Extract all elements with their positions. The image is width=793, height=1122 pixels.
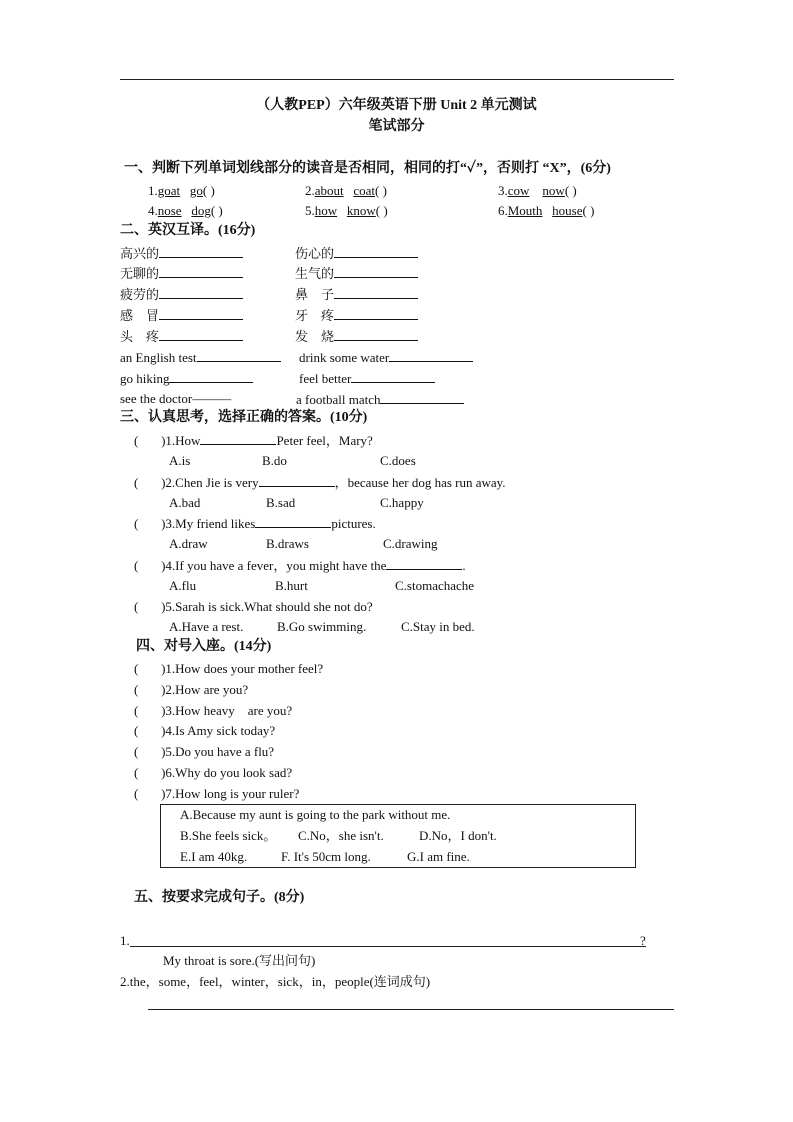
- s5-q1-answer-line: [130, 946, 646, 947]
- s1-item-5: 5.how know( ): [305, 203, 388, 218]
- answer-c: C.No，she isn't.: [298, 828, 384, 843]
- answer-g: G.I am fine.: [407, 849, 470, 864]
- s2-right-8: a football match: [296, 392, 464, 406]
- s2-right-2: 生气的: [295, 266, 418, 280]
- answer-a: A.Because my aunt is going to the park without me.: [180, 807, 451, 822]
- s3-q5-c: C.Stay in bed.: [401, 619, 475, 634]
- s1-item-2: 2.about coat( ): [305, 183, 387, 198]
- s2-left-3: 疲劳的: [120, 287, 243, 301]
- s3-q3-b: B.draws: [266, 536, 309, 551]
- s1-item-6: 6.Mouth house( ): [498, 203, 595, 218]
- s3-q1-c: C.does: [380, 453, 416, 468]
- s4-q5: ( )5.Do you have a flu?: [134, 744, 275, 759]
- section-3-heading: 三、认真思考，选择正确的答案。(10分): [120, 410, 368, 425]
- s3-q4-b: B.hurt: [275, 578, 308, 593]
- section-4-heading: 四、对号入座。(14分): [136, 639, 272, 654]
- bottom-answer-line: [148, 1009, 674, 1010]
- page-subtitle: 笔试部分: [368, 119, 425, 134]
- s3-q4-c: C.stomachache: [395, 578, 475, 593]
- s2-right-6: drink some water: [299, 350, 473, 364]
- s5-q1-end: ?: [640, 933, 646, 948]
- s3-q5: ( )5.Sarah is sick.What should she not do?: [134, 599, 373, 614]
- s2-left-2: 无聊的: [120, 266, 243, 280]
- answer-b: B.She feels sick。: [180, 828, 277, 843]
- s3-q1-b: B.do: [262, 453, 287, 468]
- s2-right-3: 鼻 子: [295, 287, 418, 301]
- s3-q2-a: A.bad: [169, 495, 201, 510]
- s4-q3: ( )3.How heavy are you?: [134, 703, 293, 718]
- s2-left-8: see the doctor———: [120, 391, 232, 406]
- section-5-heading: 五、按要求完成句子。(8分): [134, 890, 305, 905]
- s2-right-7: feel better: [299, 371, 435, 385]
- s2-left-1: 高兴的: [120, 246, 243, 260]
- answer-d: D.No，I don't.: [419, 828, 497, 843]
- page-title: （人教PEP）六年级英语下册 Unit 2 单元测试: [256, 98, 537, 113]
- s1-item-1: 1.goat go( ): [148, 183, 215, 198]
- s3-q1-a: A.is: [169, 453, 191, 468]
- s2-left-5: 头 疼: [120, 329, 243, 343]
- s5-q2: 2.the，some，feel，winter，sick，in，people(连词成句): [120, 974, 431, 989]
- s2-left-7: go hiking: [120, 371, 253, 385]
- s3-q5-a: A.Have a rest.: [169, 619, 244, 634]
- s3-q5-b: B.Go swimming.: [277, 619, 367, 634]
- s2-right-5: 发 烧: [295, 329, 418, 343]
- s4-q1: ( )1.How does your mother feel?: [134, 661, 324, 676]
- s3-q4-a: A.flu: [169, 578, 197, 593]
- s5-q1-given: My throat is sore.(写出问句): [163, 953, 316, 968]
- s1-item-3: 3.cow now( ): [498, 183, 577, 198]
- top-rule: [120, 79, 674, 80]
- answer-f: F. It's 50cm long.: [281, 849, 371, 864]
- s2-right-1: 伤心的: [295, 246, 418, 260]
- s4-q7: ( )7.How long is your ruler?: [134, 786, 300, 801]
- section-2-heading: 二、英汉互译。(16分): [120, 223, 256, 238]
- s5-q1-num: 1.: [120, 933, 130, 948]
- s3-q2: ( )2.Chen Jie is very ，because her dog has run away.: [134, 475, 506, 490]
- s4-q4: ( )4.Is Amy sick today?: [134, 723, 276, 738]
- s2-left-6: an English test: [120, 350, 281, 364]
- s3-q1: ( )1.How Peter feel，Mary?: [134, 433, 373, 448]
- s2-right-4: 牙 疼: [295, 308, 418, 322]
- s2-left-4: 感 冒: [120, 308, 243, 322]
- section-1-heading: 一、判断下列单词划线部分的读音是否相同，相同的打“✓”，否则打 “X”，(6分): [124, 161, 611, 176]
- s3-q2-c: C.happy: [380, 495, 424, 510]
- s3-q2-b: B.sad: [266, 495, 296, 510]
- s3-q3: ( )3.My friend likes pictures.: [134, 516, 376, 531]
- s1-item-4: 4.nose dog( ): [148, 203, 223, 218]
- s4-q2: ( )2.How are you?: [134, 682, 249, 697]
- s3-q4: ( )4.If you have a fever，you might have the .: [134, 558, 466, 573]
- s3-q3-a: A.draw: [169, 536, 208, 551]
- s4-q6: ( )6.Why do you look sad?: [134, 765, 293, 780]
- answer-e: E.I am 40kg.: [180, 849, 248, 864]
- s3-q3-c: C.drawing: [383, 536, 438, 551]
